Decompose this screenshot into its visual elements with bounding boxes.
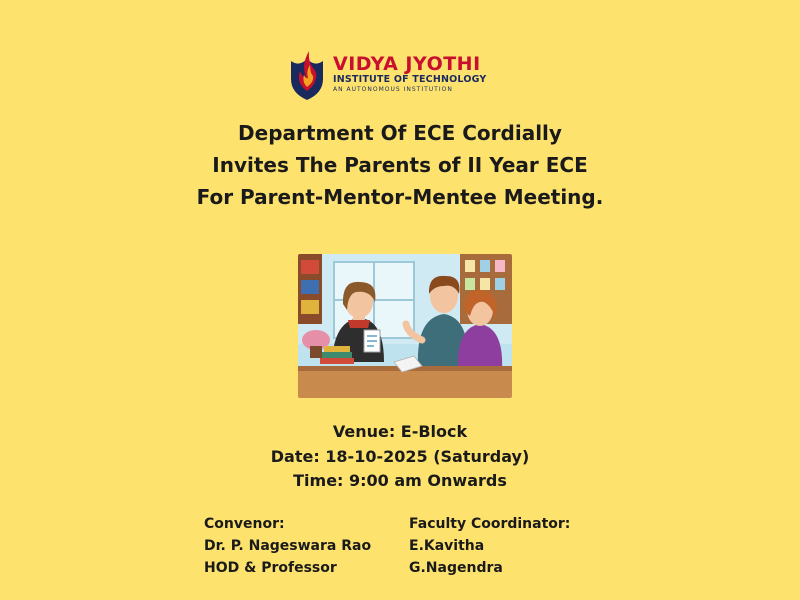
convenor-role: HOD & Professor bbox=[204, 560, 337, 576]
convenor-heading: Convenor: bbox=[204, 516, 285, 532]
coordinator-name-1: E.Kavitha bbox=[409, 538, 485, 554]
event-details bbox=[0, 420, 800, 494]
institute-name: VIDYA JYOTHI bbox=[333, 53, 481, 75]
invitation-headline bbox=[0, 117, 800, 213]
institute-logo bbox=[287, 44, 487, 104]
coordinator-name-2: G.Nagendra bbox=[409, 560, 503, 576]
meeting-illustration bbox=[298, 254, 512, 398]
venue-text: Venue: E-Block bbox=[332, 422, 468, 441]
institute-tagline: AN AUTONOMOUS INSTITUTION bbox=[333, 86, 453, 93]
time-text: Time: 9:00 am Onwards bbox=[293, 471, 507, 490]
convenor-block bbox=[204, 513, 371, 579]
flame-shield-icon bbox=[287, 47, 327, 101]
institute-subtitle: INSTITUTE OF TECHNOLOGY bbox=[333, 74, 487, 85]
coordinator-heading: Faculty Coordinator: bbox=[409, 516, 571, 532]
headline-line-2: Invites The Parents of II Year ECE bbox=[212, 153, 588, 177]
headline-line-3: For Parent-Mentor-Mentee Meeting. bbox=[196, 185, 604, 209]
date-text: Date: 18-10-2025 (Saturday) bbox=[270, 446, 530, 466]
coordinator-block bbox=[409, 513, 570, 579]
convenor-name: Dr. P. Nageswara Rao bbox=[204, 538, 372, 554]
headline-line-1: Department Of ECE Cordially bbox=[238, 121, 562, 145]
